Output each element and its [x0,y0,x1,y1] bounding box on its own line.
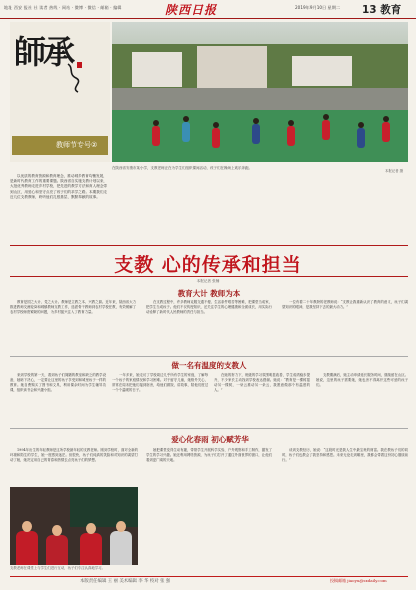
main-photo-playground [112,22,408,162]
section2-paragraph-4: 支教期满后，她主动申请延长服务时间，继续留在山区。她说，这里的孩子需要她，她也舍不得离开这些可爱的孩子们。 [316,373,408,387]
masthead-logo: 陕西日报 [165,3,218,17]
main-photo-caption: 在陕西省安康市某小学，支教老师正在为学生们组织课间活动，孩子们在操场上欢乐奔跑。 [112,166,252,170]
issue-date: 2019年9月10日 星期二 [295,5,341,10]
footer-editors: 本版责任编辑 王 丽 美术编辑 李 华 校对 张 强 [80,579,171,584]
intro-paragraph: 以优质的教育资源和教育理念，推动城乡教育均衡发展，是新时代教育工作的重要课题。陕西省自实施支教计划以来，大批优秀教师走进乡村学校，把先进的教学方法和育人理念带到山区，用爱心和坚守点亮了孩子们的求学之路。本期我们走近几位支教教师，聆听他们扎根基层、默默奉献的故事。 [10,174,108,199]
byline: 本报记者 张楠 [196,279,220,283]
section-heading-1: 教育大计 教师为本 [177,289,241,298]
section3-paragraph-1: 1994年出生的年轻教师是这所学校最年轻的支教老师。刚到学校时，面对全新的环境和陌生的学生，她一度感到迷茫。但很快，孩子们纯真的笑脸和对知识的渴望打动了她，她决定用自己的青春和热情去点亮孩子们的梦想。 [10,448,138,462]
photo-credit: 本报记者 摄 [385,169,404,173]
section-divider [10,356,408,357]
page-section-number: 13 教育 [362,4,402,16]
seal-signature-icon [64,60,84,96]
headline-rule-bottom [10,276,408,277]
section2-paragraph-3: 在她的努力下，班级的学习氛围明显改善，学生成绩稳步提升，不少家长主动找到学校表达感谢。她说：“教育是一棵树摇动另一棵树，一朵云推动另一朵云，我愿意做那个有温度的人。” [214,373,310,392]
section2-paragraph-2: 一年多来，她走访了学校周边几乎所有学生的家庭，了解每一个孩子的家庭情况和学习困难。对于留守儿童，她格外关心，常常在周末把他们接到宿舍，给他们做饭、讲故事，陪他们度过一个个温暖的日子。 [112,373,208,392]
footer-email: 投稿邮箱 jiaoyu@sxdaily.com [330,578,387,583]
headline: 支教 心的传承和担当 [114,254,302,276]
calligraphy-title: 師承 [14,33,73,71]
section3-paragraph-3: 谈到支教经历，她说：“这段时光是我人生中最宝贵的财富。我在教孩子们的同时，孩子们也教会了我坚持和感恩。未来无论走到哪里，我都会带着这份初心继续前行。” [282,448,408,462]
section1-paragraph-1: 教育是国之大计、党之大计。教师是立教之本、兴教之源。近年来，陕西省大力推进教师交流轮岗和城镇教师支教工作，选派骨干教师到农村学校任教，有效缓解了农村学校师资紧缺的问题，为乡村振兴注入了教育力量。 [10,300,136,314]
section-heading-2: 做一名有温度的支教人 [171,361,247,370]
classroom-photo [10,487,138,565]
headline-rule-top [10,245,408,246]
section-heading-3: 爱心化春雨 初心赋芳华 [171,435,249,444]
classroom-photo-caption: 支教老师在课堂上与学生们进行互动，孩子们专注认真地学习。 [10,566,105,570]
section1-paragraph-3: 一位有着二十年教龄的老教师说：“支教让我重新认识了教育的意义，孩子们渴望知识的眼神，是我坚持下去的最大动力。” [282,300,408,309]
section1-paragraph-2: 在支教过程中，许多教师克服交通不便、生活条件艰苦等困难，把课堂当成家，把学生当成孩子。他们不仅传授知识，还关注学生的心理健康和全面成长，用实际行动诠释了新时代人民教师的责任与担当。 [146,300,272,314]
section-divider [10,428,408,429]
section3-paragraph-2: 她把课堂变得生动有趣，带领学生开展科学实验、户外观察和手工制作，激发了学生的学习兴趣。她还利用网络资源，为孩子们打开了通往外面世界的窗口，让他们看到更广阔的天地。 [146,448,272,462]
promo-banner-text: 教师节专号② [56,141,98,149]
header-contact: 地址 西安 报社 社 读者 热线 · 网站 · 微博 · 微信 · 邮箱 · 编辑 [4,5,122,10]
section2-paragraph-1: 来到学校的第一天，看到孩子们简陋的教室和缺乏的教学设备，她暗下决心，一定要让这里的孩子享受到和城里孩子一样的教育。她自费购买了图书和文具，利用课余时间为学生辅导功课，组织读书会和兴趣小组。 [10,373,106,392]
